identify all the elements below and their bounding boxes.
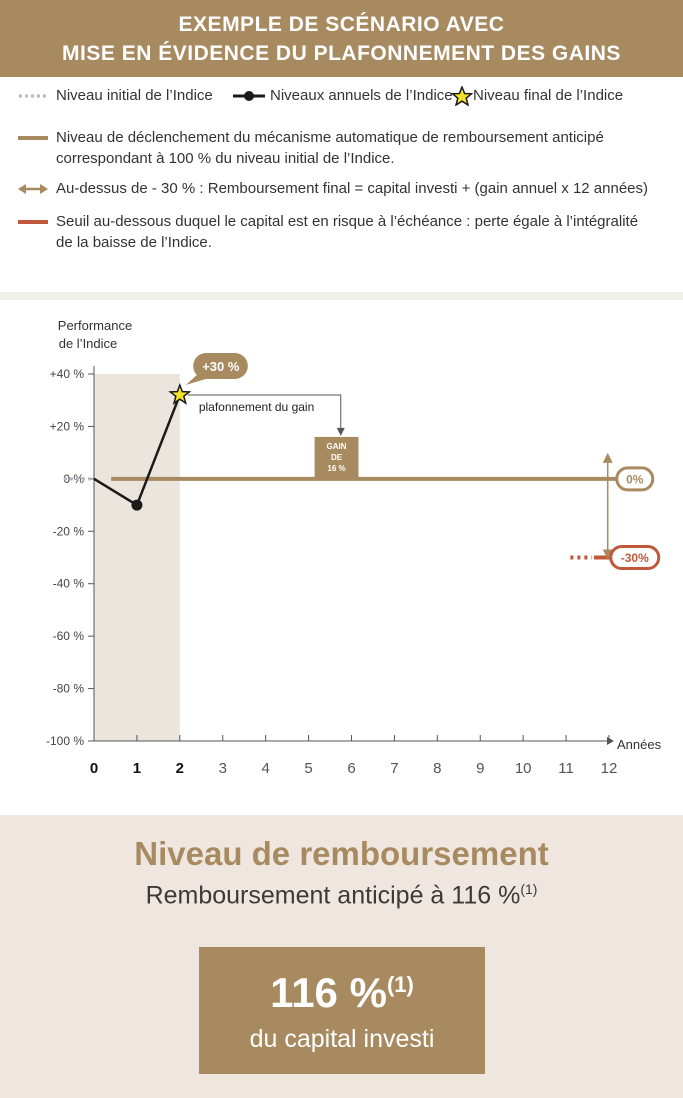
legend-annual-label: Niveaux annuels de l’Indice [270,87,453,104]
x-tick-label: 9 [476,760,485,777]
range-double-arrow [603,453,613,560]
result-big-note: (1) [386,972,414,997]
x-tick-label: 11 [558,760,574,777]
result-box-value [199,969,485,1017]
line-dot-icon [232,90,266,102]
legend-trigger-line1: Niveau de déclenchement du mécanisme automatique de remboursement anticipé [56,129,604,146]
y-axis-ticks [46,367,94,748]
result-subtitle-text: Remboursement anticipé à 116 % [145,881,521,910]
trigger-level-badge [617,468,653,490]
legend-initial-label: Niveau initial de l’Indice [56,87,213,104]
cap-annotation [188,395,345,436]
y-tick-label: +20 % [49,419,84,434]
x-axis-label: Années [617,737,662,752]
header-title-line2: MISE EN ÉVIDENCE DU PLAFONNEMENT DES GAINS [62,42,621,65]
cap-annotation-label: plafonnement du gain [198,399,315,414]
result-panel [0,815,683,1098]
legend-risk-line2: de la baisse de l’Indice. [56,234,212,251]
result-title: Niveau de remboursement [134,835,549,872]
x-axis-arrow [607,737,614,745]
legend-final-label: Niveau final de l’Indice [473,87,624,104]
dotted-line-icon [18,94,48,98]
x-tick-label: 4 [261,760,270,777]
x-tick-label: 5 [304,760,313,777]
y-tick-label: -40 % [52,576,84,591]
result-big-value: 116 % [270,969,387,1016]
y-axis-label-line2: de l’Indice [58,336,118,351]
final-level-callout [186,353,248,385]
x-tick-label: 10 [514,760,532,777]
annual-level-point [131,500,142,511]
result-subtitle [0,881,683,910]
final-level-label: +30 % [202,358,240,374]
y-axis-label-line1: Performance [57,318,133,333]
risk-level-badge [611,547,659,569]
x-tick-label: 2 [175,760,185,777]
y-tick-label: -20 % [52,524,84,539]
y-tick-label: +40 % [49,367,84,381]
x-tick-label: 12 [600,760,618,777]
header-banner [0,0,683,77]
y-tick-label: -80 % [52,681,84,696]
star-icon [451,86,473,106]
gain-box [315,437,359,479]
double-arrow-icon [18,183,48,195]
risk-level-label: -30% [620,551,649,565]
performance-chart [0,300,683,815]
x-tick-label: 7 [390,760,399,777]
gold-line-icon [18,136,48,140]
x-tick-label: 3 [218,760,227,777]
header-title-line1: EXEMPLE DE SCÉNARIO AVEC [178,13,505,36]
legend-above-label: Au-dessus de - 30 % : Remboursement final = capital investi + (gain annuel x 12 années) [56,180,649,197]
x-tick-label: 6 [347,760,356,777]
gain-box-line2: DE [330,452,343,462]
x-tick-label: 0 [89,760,99,777]
result-box [199,947,485,1074]
gain-box-line1: GAIN [326,441,347,451]
x-tick-label: 8 [433,760,442,777]
gain-box-line3: 16 % [327,463,346,473]
trigger-level-label: 0% [626,472,644,487]
legend-trigger-line2: correspondant à 100 % du niveau initial de l’Indice. [56,150,395,167]
result-subtitle-note: (1) [520,881,538,897]
y-tick-label: -100 % [45,734,84,748]
separator-band [0,292,683,300]
result-box-caption: du capital investi [249,1025,435,1053]
y-tick-label: -60 % [52,629,84,644]
legend-risk-line1: Seuil au-dessous duquel le capital est en risque à l’échéance : perte égale à l’intégralité [56,213,639,230]
y-tick-label: 0 % [63,471,84,486]
x-tick-label: 1 [132,760,142,777]
red-line-icon [18,220,48,224]
